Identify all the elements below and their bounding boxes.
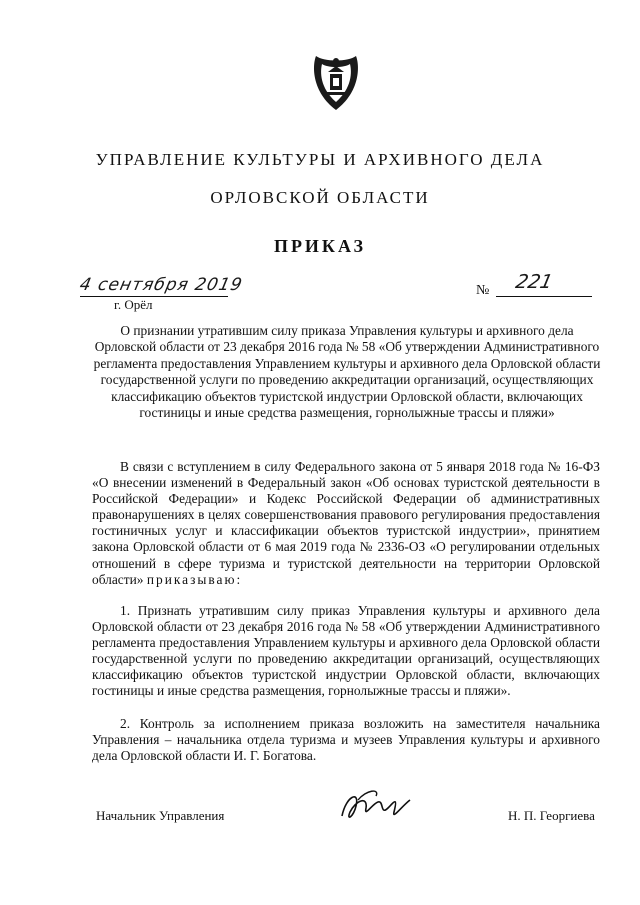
handwritten-number: 221 <box>513 271 555 293</box>
handwritten-signature-icon <box>336 786 416 830</box>
number-label: № <box>476 283 490 298</box>
coat-of-arms-icon <box>308 52 364 114</box>
signatory-name: Н. П. Георгиева <box>508 808 595 823</box>
organization-name-line2: ОРЛОВСКОЙ ОБЛАСТИ <box>210 188 430 207</box>
order-word: приказываю: <box>146 571 243 587</box>
number-underline <box>496 296 592 297</box>
signatory-title: Начальник Управления <box>96 808 225 823</box>
preamble-paragraph <box>92 459 600 588</box>
order-item-2: 2. Контроль за исполнением приказа возложить на заместителя начальника Управления – начальника отдела туризма и музеев Управления культуры и архивного дела Орловской области И. Г. Богатова. <box>92 716 600 764</box>
handwritten-date: 4 сентября 2019 <box>77 275 245 295</box>
date-underline <box>80 296 228 297</box>
preamble-text: В связи с вступлением в силу Федерального закона от 5 января 2018 года № 16-ФЗ «О внесении изменений в Федеральный закон «Об основах туристской деятельности в Российской Федерации» и Кодекс Российской Федерации об административных правонарушениях в целях совершенствования правового регулирования предоставления гостиничных услуг и классификации объектов туристской индустрии», принятием закона Орловской области от 6 мая 2019 года № 2336-ОЗ «О регулировании отдельных отношений в сфере туризма и туристской деятельности на территории Орловской области» <box>92 459 600 587</box>
city-label: г. Орёл <box>114 297 153 312</box>
order-item-1: 1. Признать утратившим силу приказ Управления культуры и архивного дела Орловской области от 23 декабря 2016 года № 58 «Об утверждении Административного регламента предоставления Управлением культуры и архивного дела Орловской области государственной услуги по проведению аккредитации организаций, осуществляющих классификацию объектов туристской индустрии Орловской области, включающих гостиницы и иные средства размещения, горнолыжные трассы и пляжи». <box>92 603 600 699</box>
document-type-title: ПРИКАЗ <box>273 236 367 256</box>
order-subject: О признании утратившим силу приказа Управления культуры и архивного дела Орловской области от 23 декабря 2016 года № 58 «Об утверждении Административного регламента предоставления Управлением культуры и архивного дела Орловской области государственной услуги по проведению аккредитации организаций, осуществляющих классификацию объектов туристской индустрии Орловской области, включающих гостиницы и иные средства размещения, горнолыжные трассы и пляжи» <box>93 323 601 421</box>
organization-name-line1: УПРАВЛЕНИЕ КУЛЬТУРЫ И АРХИВНОГО ДЕЛА <box>95 150 545 169</box>
